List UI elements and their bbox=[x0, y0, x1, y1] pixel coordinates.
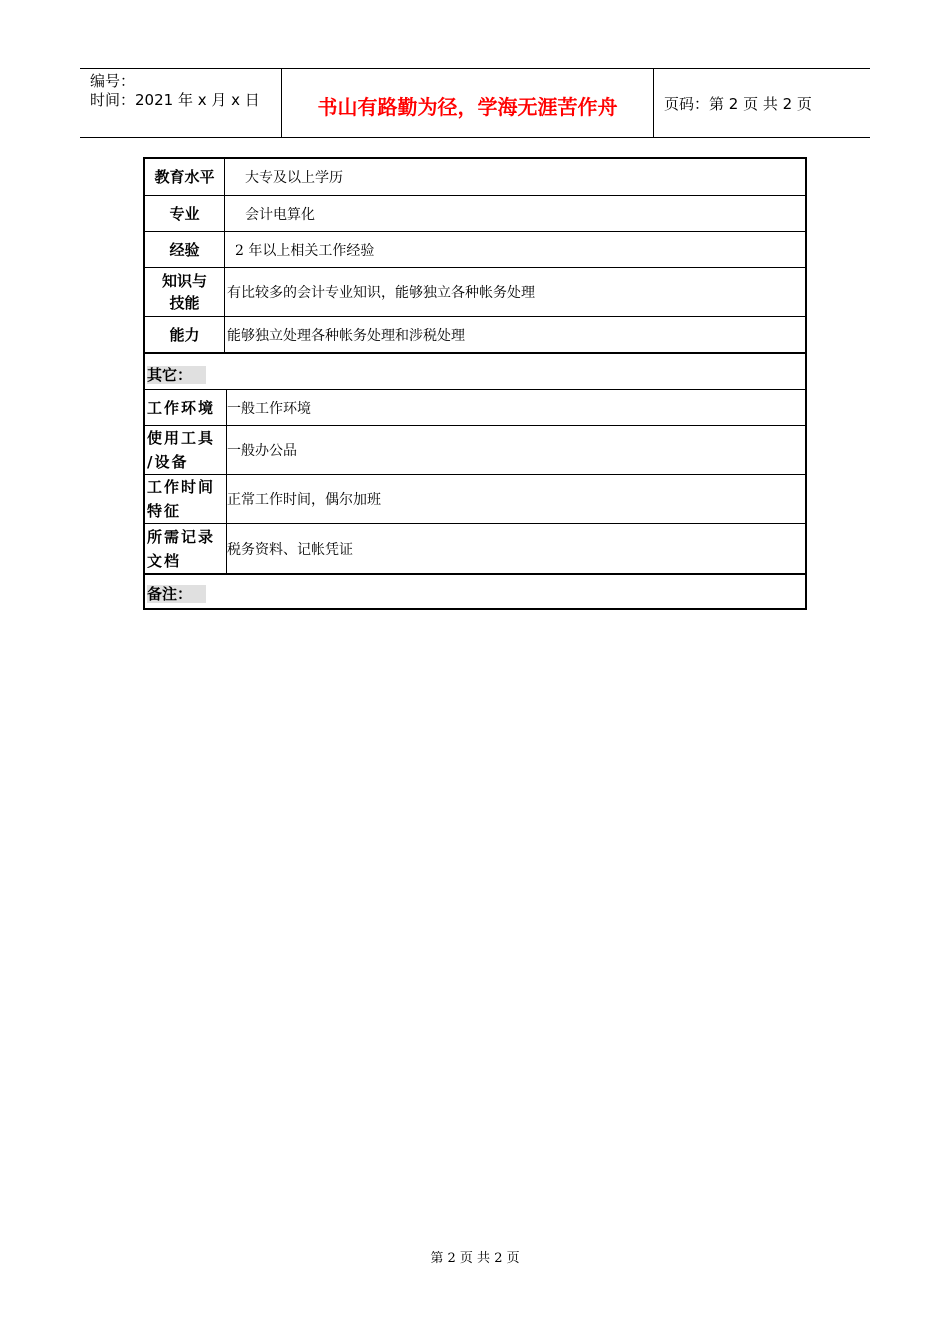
section-other bbox=[145, 354, 805, 389]
row-value: 一般办公品 bbox=[227, 443, 297, 459]
table-row bbox=[145, 317, 805, 352]
header-motto: 书山有路勤为径，学海无涯苦作舟 bbox=[282, 69, 654, 137]
row-value: 会计电算化 bbox=[245, 206, 315, 223]
row-label: 专业 bbox=[145, 196, 225, 231]
table-row bbox=[145, 232, 805, 267]
row-label: 使用工具 /设备 bbox=[145, 426, 227, 474]
row-label: 教育水平 bbox=[145, 159, 225, 195]
row-value: 大专及以上学历 bbox=[245, 170, 343, 186]
page-footer: 第 2 页 共 2 页 bbox=[430, 1251, 520, 1266]
row-label: 能力 bbox=[145, 317, 225, 352]
header-page-info: 页码：第 2 页 共 2 页 bbox=[664, 95, 812, 113]
table-row bbox=[145, 159, 805, 195]
number-label: 编号： bbox=[90, 72, 136, 90]
row-label: 经验 bbox=[145, 232, 225, 267]
table-row bbox=[145, 268, 805, 316]
row-value: 2 年以上相关工作经验 bbox=[235, 242, 375, 259]
row-value: 一般工作环境 bbox=[227, 400, 311, 417]
section-other-label: 其它： bbox=[147, 366, 206, 384]
row-value: 正常工作时间，偶尔加班 bbox=[227, 492, 381, 508]
row-label: 所需记录 文档 bbox=[145, 524, 227, 573]
page-header bbox=[80, 68, 870, 138]
row-value: 能够独立处理各种帐务处理和涉税处理 bbox=[227, 327, 465, 344]
row-label: 知识与 技能 bbox=[145, 268, 225, 316]
job-requirements-table bbox=[143, 157, 807, 610]
row-label: 工作时间 特征 bbox=[145, 475, 227, 523]
table-row bbox=[145, 475, 805, 523]
date-label: 时间：2021 年 x 月 x 日 bbox=[90, 91, 260, 109]
table-row bbox=[145, 524, 805, 573]
section-note bbox=[145, 575, 805, 608]
row-value: 有比较多的会计专业知识，能够独立各种帐务处理 bbox=[227, 285, 535, 301]
table-row bbox=[145, 426, 805, 474]
table-row bbox=[145, 196, 805, 231]
row-label: 工作环境 bbox=[145, 390, 227, 425]
row-value: 税务资料、记帐凭证 bbox=[227, 541, 353, 558]
section-note-label: 备注： bbox=[147, 585, 206, 603]
table-row bbox=[145, 390, 805, 425]
header-meta bbox=[80, 69, 282, 137]
